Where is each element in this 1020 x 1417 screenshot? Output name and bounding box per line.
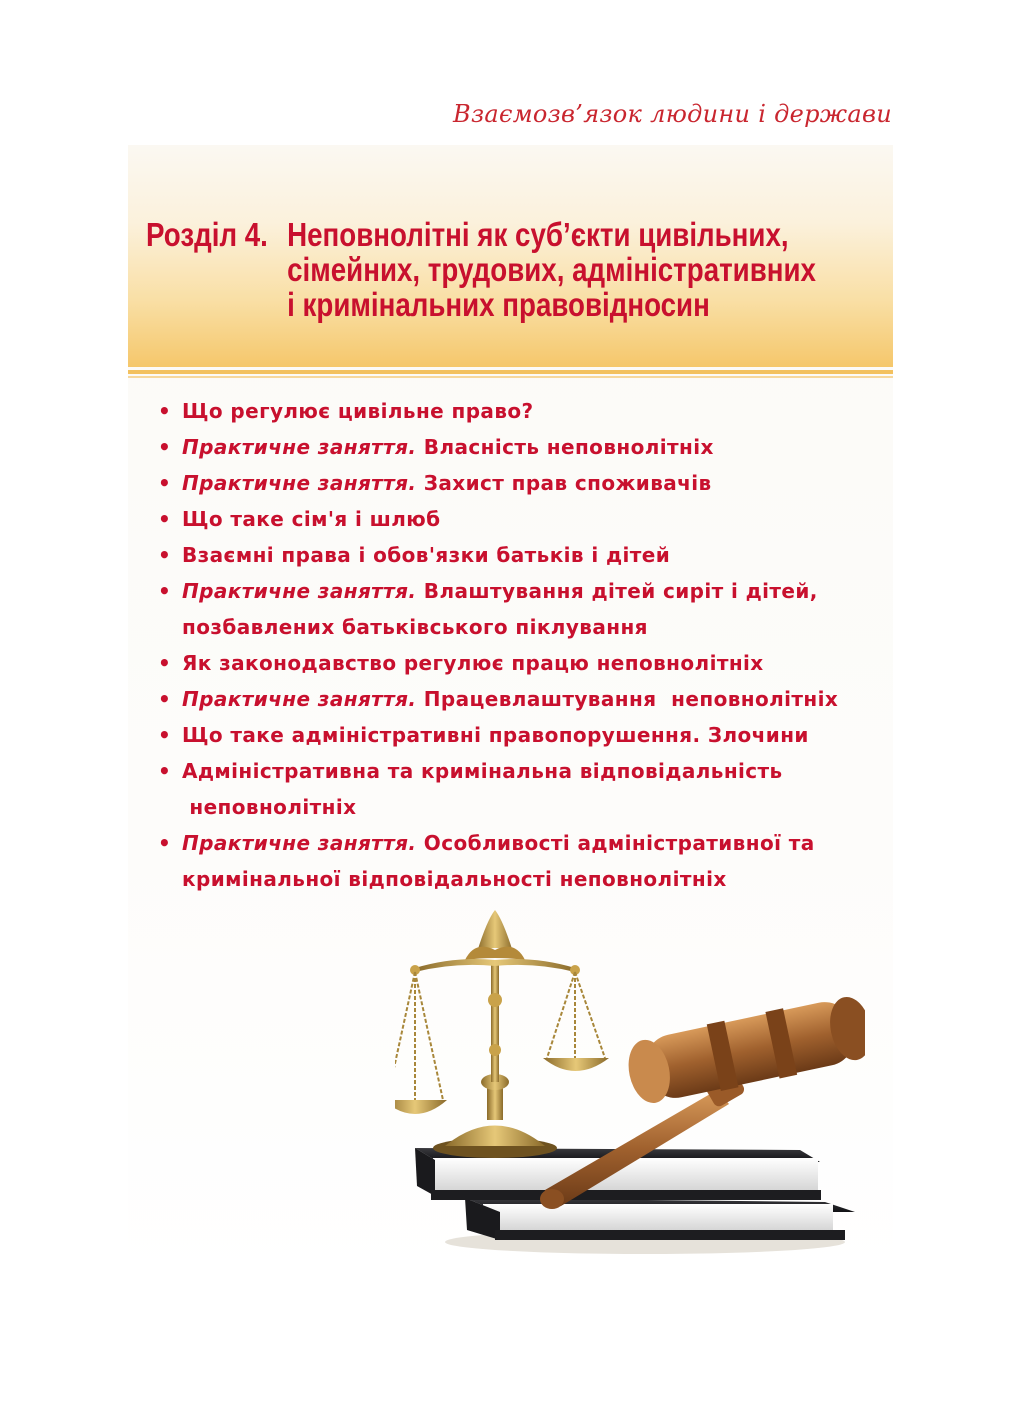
chapter-title-text: Неповнолітні як суб’єкти цивільних, — [287, 216, 789, 253]
bullet: • — [158, 651, 172, 675]
topic-item — [158, 753, 898, 825]
bullet: • — [158, 543, 172, 567]
topic-text: Що регулює цивільне право? — [182, 399, 534, 423]
bullet: • — [158, 435, 172, 459]
topics-list — [158, 393, 898, 897]
topic-text: Особливості адміністративної та — [423, 831, 815, 855]
topic-text: Взаємні права і обов'язки батьків і дітей — [182, 543, 671, 567]
topic-item — [158, 501, 898, 537]
bullet: • — [158, 399, 172, 423]
topic-item — [158, 681, 898, 717]
topic-item — [158, 717, 898, 753]
running-header: Взаємозв’язок людини і держави — [453, 100, 892, 128]
topic-text: Працевлаштування неповнолітніх — [423, 687, 839, 711]
topic-item — [158, 645, 898, 681]
scales-gavel-books-illustration — [395, 900, 865, 1260]
topic-text: Влаштування дітей сиріт і дітей, — [423, 579, 818, 603]
bullet: • — [158, 579, 172, 603]
chapter-title-line-3: і кримінальних правовідносин — [287, 286, 710, 323]
topic-text: Як законодавство регулює працю неповнолітніх — [182, 651, 764, 675]
bullet: • — [158, 723, 172, 747]
band-rule — [128, 370, 893, 374]
topic-item — [158, 825, 898, 897]
topic-kind: Практичне заняття. — [182, 579, 417, 603]
chapter-title — [146, 216, 816, 323]
topic-kind: Практичне заняття. — [182, 687, 417, 711]
scales-of-justice-icon — [395, 910, 609, 1158]
topic-text: Що таке сім'я і шлюб — [182, 507, 441, 531]
topic-item — [158, 573, 898, 645]
lower-book-icon — [465, 1198, 855, 1240]
topic-text: Що таке адміністративні правопорушення. Злочини — [182, 723, 809, 747]
topic-continuation: позбавлених батьківського піклування — [182, 615, 648, 639]
bullet: • — [158, 831, 172, 855]
topic-kind: Практичне заняття. — [182, 435, 417, 459]
bullet: • — [158, 687, 172, 711]
topic-continuation: неповнолітніх — [182, 795, 357, 819]
bullet: • — [158, 471, 172, 495]
chapter-number: Розділ 4. — [146, 216, 268, 253]
bullet: • — [158, 507, 172, 531]
topic-kind: Практичне заняття. — [182, 831, 417, 855]
topic-item — [158, 429, 898, 465]
topic-kind: Практичне заняття. — [182, 471, 417, 495]
topic-text: Власність неповнолітніх — [423, 435, 714, 459]
topic-item — [158, 537, 898, 573]
chapter-title-line-1 — [146, 216, 789, 253]
band-rule-thin — [128, 376, 893, 378]
bullet: • — [158, 759, 172, 783]
topic-text: Адміністративна та кримінальна відповідальність — [182, 759, 783, 783]
topic-text: Захист прав споживачів — [423, 471, 712, 495]
topic-item — [158, 465, 898, 501]
topic-continuation: кримінальної відповідальності неповнолітніх — [182, 867, 727, 891]
chapter-title-line-2: сімейних, трудових, адміністративних — [287, 251, 816, 288]
topic-item — [158, 393, 898, 429]
